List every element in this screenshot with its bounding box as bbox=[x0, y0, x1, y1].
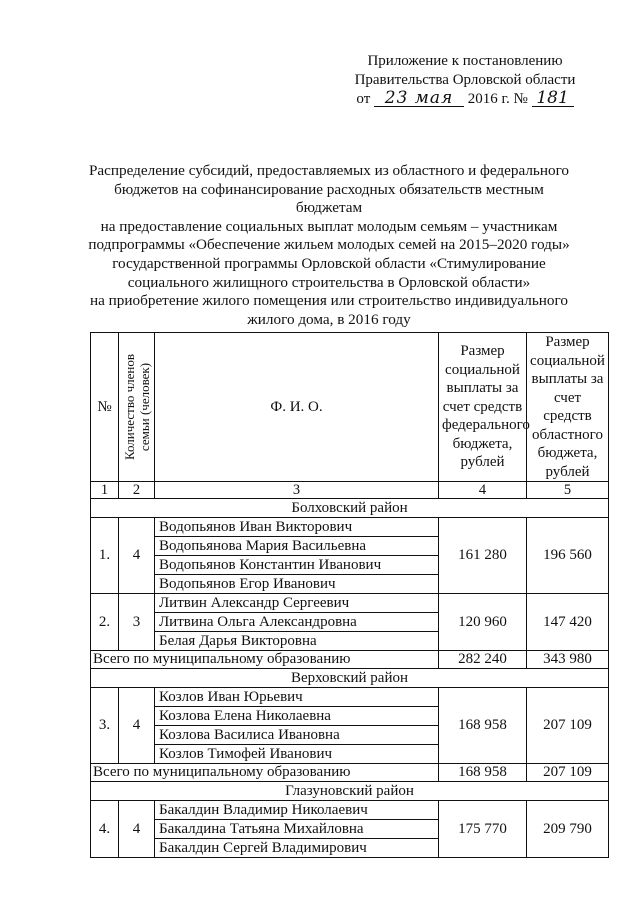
family-number: 2. bbox=[91, 594, 119, 651]
person-name: Козлов Тимофей Иванович bbox=[155, 745, 439, 764]
total-label: Всего по муниципальному образованию bbox=[91, 651, 439, 669]
person-name: Бакалдин Владимир Николаевич bbox=[155, 801, 439, 820]
handwritten-number: 181 bbox=[532, 90, 574, 107]
handwritten-date: 23 мая bbox=[374, 90, 464, 107]
table-row bbox=[91, 801, 609, 820]
regional-amount: 209 790 bbox=[527, 801, 609, 858]
federal-amount: 168 958 bbox=[439, 688, 527, 764]
family-number: 4. bbox=[91, 801, 119, 858]
title-line-5: государственной программы Орловской области «Стимулирование bbox=[112, 254, 546, 272]
header-family-members bbox=[119, 333, 155, 482]
federal-amount: 175 770 bbox=[439, 801, 527, 858]
header-family-members-text: Количество членов семьи (человек) bbox=[121, 353, 152, 461]
person-name: Водопьянов Константин Иванович bbox=[155, 556, 439, 575]
header-date-line bbox=[330, 90, 600, 109]
total-row bbox=[91, 764, 609, 782]
total-federal: 168 958 bbox=[439, 764, 527, 782]
total-label: Всего по муниципальному образованию bbox=[91, 764, 439, 782]
table-row bbox=[91, 518, 609, 537]
title-line-1: Распределение субсидий, предоставляемых из областного и федерального bbox=[88, 162, 570, 179]
regional-amount: 196 560 bbox=[527, 518, 609, 594]
title-line-4: подпрограммы «Обеспечение жильем молодых семей на 2015–2020 годы» bbox=[88, 236, 570, 254]
family-members: 4 bbox=[119, 688, 155, 764]
family-members: 4 bbox=[119, 801, 155, 858]
person-name: Водопьянов Иван Викторович bbox=[155, 518, 439, 537]
total-regional: 207 109 bbox=[527, 764, 609, 782]
table-header-row bbox=[91, 333, 609, 482]
column-number: 3 bbox=[155, 482, 439, 499]
header-line-1: Приложение к постановлению bbox=[367, 53, 563, 69]
person-name: Козлова Василиса Ивановна bbox=[155, 726, 439, 745]
column-number: 1 bbox=[91, 482, 119, 499]
person-name: Литвин Александр Сергеевич bbox=[155, 594, 439, 613]
district-name: Глазуновский район bbox=[91, 782, 609, 801]
column-number: 4 bbox=[439, 482, 527, 499]
table-row bbox=[91, 688, 609, 707]
header-num: № bbox=[91, 333, 119, 482]
subsidy-table bbox=[90, 332, 609, 858]
document-title bbox=[84, 162, 574, 329]
person-name: Водопьянова Мария Васильевна bbox=[155, 537, 439, 556]
header-federal: Размер социальной выплаты за счет средств федерального бюджета, рублей bbox=[439, 333, 527, 482]
federal-amount: 161 280 bbox=[439, 518, 527, 594]
person-name: Водопьянов Егор Иванович bbox=[155, 575, 439, 594]
title-line-2: бюджетов на софинансирование расходных обязательств местным бюджетам bbox=[114, 180, 544, 217]
title-line-7: на приобретение жилого помещения или строительство индивидуального bbox=[90, 292, 568, 310]
district-row bbox=[91, 499, 609, 518]
title-line-3: на предоставление социальных выплат молодым семьям – участникам bbox=[100, 217, 558, 235]
person-name: Литвина Ольга Александровна bbox=[155, 613, 439, 632]
person-name: Бакалдин Сергей Владимирович bbox=[155, 839, 439, 858]
regional-amount: 147 420 bbox=[527, 594, 609, 651]
column-number-row bbox=[91, 482, 609, 499]
family-members: 3 bbox=[119, 594, 155, 651]
header-line-2: Правительства Орловской области bbox=[354, 72, 576, 88]
district-row bbox=[91, 669, 609, 688]
district-name: Верховский район bbox=[91, 669, 609, 688]
date-prefix: от bbox=[356, 91, 371, 107]
district-row bbox=[91, 782, 609, 801]
header-fio: Ф. И. О. bbox=[155, 333, 439, 482]
family-members: 4 bbox=[119, 518, 155, 594]
person-name: Козлов Иван Юрьевич bbox=[155, 688, 439, 707]
total-row bbox=[91, 651, 609, 669]
person-name: Бакалдина Татьяна Михайловна bbox=[155, 820, 439, 839]
person-name: Белая Дарья Викторовна bbox=[155, 632, 439, 651]
column-number: 2 bbox=[119, 482, 155, 499]
table-row bbox=[91, 594, 609, 613]
total-regional: 343 980 bbox=[527, 651, 609, 669]
column-number: 5 bbox=[527, 482, 609, 499]
header-regional: Размер социальной выплаты за счет средств областного бюджета, рублей bbox=[527, 333, 609, 482]
regional-amount: 207 109 bbox=[527, 688, 609, 764]
year-text: 2016 г. № bbox=[467, 91, 528, 107]
federal-amount: 120 960 bbox=[439, 594, 527, 651]
document-header bbox=[330, 52, 600, 109]
family-number: 3. bbox=[91, 688, 119, 764]
district-name: Болховский район bbox=[91, 499, 609, 518]
title-line-8: жилого дома, в 2016 году bbox=[247, 310, 411, 328]
total-federal: 282 240 bbox=[439, 651, 527, 669]
title-line-6: социального жилищного строительства в Орловской области» bbox=[127, 273, 531, 291]
family-number: 1. bbox=[91, 518, 119, 594]
person-name: Козлова Елена Николаевна bbox=[155, 707, 439, 726]
